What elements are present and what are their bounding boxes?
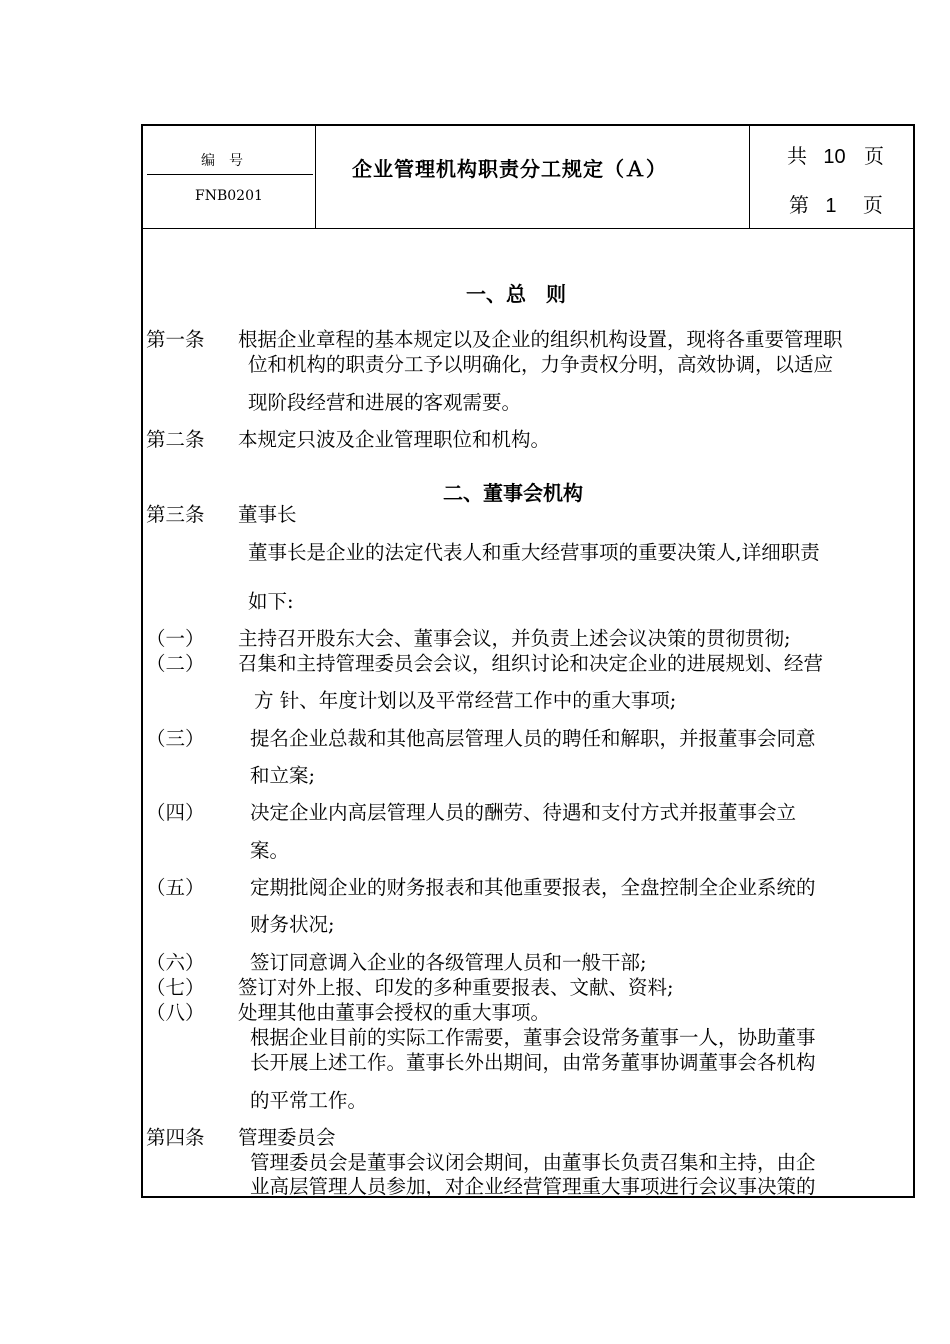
article-3-intro-1: 董事长是企业的法定代表人和重大经营事项的重要决策人,详细职责 bbox=[248, 541, 820, 564]
page-number-prefix: 第 bbox=[789, 193, 809, 217]
item-3-line-1: 提名企业总裁和其他高层管理人员的聘任和解职，并报董事会同意 bbox=[250, 727, 816, 750]
article-1-line-3: 现阶段经营和进展的客观需要。 bbox=[248, 391, 522, 414]
total-pages bbox=[787, 140, 884, 169]
article-3-intro-2: 如下: bbox=[248, 590, 294, 613]
article-3-label: 第三条 bbox=[146, 503, 205, 526]
item-3-line-2: 和立案; bbox=[250, 764, 316, 787]
article-4-label: 第四条 bbox=[146, 1126, 205, 1149]
article-1-label: 第一条 bbox=[146, 328, 205, 351]
code-label: 编 号 bbox=[201, 153, 243, 169]
article-4-line-1: 管理委员会是董事会议闭会期间，由董事长负责召集和主持，由企 bbox=[250, 1151, 816, 1174]
code-cell-separator bbox=[147, 174, 313, 175]
article-1-line-1: 根据企业章程的基本规定以及企业的组织机构设置，现将各重要管理职 bbox=[238, 328, 843, 351]
item-6-line-1: 签订同意调入企业的各级管理人员和一般干部; bbox=[250, 951, 647, 974]
article-3-note-1: 根据企业目前的实际工作需要，董事会设常务董事一人，协助董事 bbox=[250, 1026, 816, 1049]
header-bottom-rule bbox=[143, 228, 913, 229]
item-5-line-1: 定期批阅企业的财务报表和其他重要报表，全盘控制全企业系统的 bbox=[250, 876, 816, 899]
item-7-label: （七） bbox=[146, 976, 205, 999]
article-2-label: 第二条 bbox=[146, 428, 205, 451]
article-3-title: 董事长 bbox=[238, 503, 297, 526]
item-8-line-1: 处理其他由董事会授权的重大事项。 bbox=[238, 1001, 551, 1024]
article-1-line-2: 位和机构的职责分工予以明确化，力争责权分明，高效协调，以适应 bbox=[248, 353, 834, 376]
code-value: FNB0201 bbox=[195, 188, 263, 204]
article-2-line-1: 本规定只波及企业管理职位和机构。 bbox=[238, 428, 551, 451]
doc-title: 企业管理机构职责分工规定（Ａ） bbox=[352, 157, 667, 181]
total-pages-prefix: 共 bbox=[787, 144, 807, 168]
article-4-title: 管理委员会 bbox=[238, 1126, 336, 1149]
page-number-value: 1 bbox=[825, 195, 837, 217]
item-5-label: （五） bbox=[146, 876, 205, 899]
item-8-label: （八） bbox=[146, 1001, 205, 1024]
item-4-line-2: 案。 bbox=[250, 839, 290, 862]
item-3-label: （三） bbox=[146, 727, 205, 750]
item-4-line-1: 决定企业内高层管理人员的酬劳、待遇和支付方式并报董事会立 bbox=[250, 801, 797, 824]
header-divider-right bbox=[749, 126, 750, 228]
total-pages-number: 10 bbox=[823, 146, 846, 168]
header-divider-left bbox=[315, 126, 316, 228]
article-3-note-2: 长开展上述工作。董事长外出期间，由常务董事协调董事会各机构 bbox=[250, 1051, 816, 1074]
total-pages-suffix: 页 bbox=[863, 144, 884, 168]
section-heading-board: 二、董事会机构 bbox=[443, 481, 583, 505]
item-2-line-1: 召集和主持管理委员会会议，组织讨论和决定企业的进展规划、经营 bbox=[238, 652, 824, 675]
item-4-label: （四） bbox=[146, 801, 205, 824]
item-1-label: （一） bbox=[146, 627, 205, 650]
item-7-line-1: 签订对外上报、印发的多种重要报表、文献、资料; bbox=[238, 976, 674, 999]
section-heading-general: 一、总 则 bbox=[466, 282, 566, 306]
item-6-label: （六） bbox=[146, 951, 205, 974]
article-4-line-2: 业高层管理人员参加，对企业经营管理重大事项进行会议事决策的 bbox=[250, 1175, 816, 1198]
item-5-line-2: 财务状况; bbox=[250, 913, 335, 936]
item-2-line-2: 方 针、年度计划以及平常经营工作中的重大事项; bbox=[254, 689, 677, 712]
page-number-suffix: 页 bbox=[862, 193, 883, 217]
page-number bbox=[789, 189, 883, 218]
article-3-note-3: 的平常工作。 bbox=[250, 1089, 368, 1112]
item-2-label: （二） bbox=[146, 652, 205, 675]
item-1-line-1: 主持召开股东大会、董事会议，并负责上述会议决策的贯彻贯彻; bbox=[238, 627, 791, 650]
